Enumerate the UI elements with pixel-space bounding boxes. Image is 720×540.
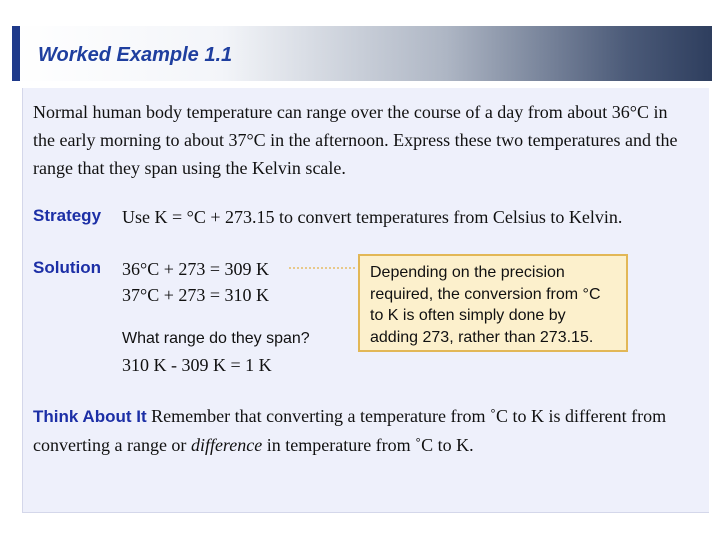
think-text-after: in temperature from ˚C to K.	[262, 435, 474, 455]
strategy-text: Use K = °C + 273.15 to convert temperatures from Celsius to Kelvin.	[122, 207, 623, 227]
solution-line-2: 37°C + 273 = 310 K	[122, 285, 270, 305]
solution-line-1: 36°C + 273 = 309 K	[122, 259, 270, 279]
callout-leader-line	[289, 267, 355, 269]
think-text-before: Remember that converting a temperature from ˚C to K is different from converting a range or	[33, 406, 667, 455]
solution-label: Solution	[33, 258, 101, 277]
solution-question: What range do they span?	[122, 330, 310, 347]
strategy-label: Strategy	[33, 206, 102, 225]
think-label: Think About It	[33, 407, 147, 426]
think-about-it	[33, 402, 698, 459]
header-accent-bar	[12, 26, 20, 81]
think-emphasis: difference	[190, 435, 263, 455]
callout-note: Depending on the precision required, the conversion from °C to K is often simply done by adding 273, rather than 273.15.	[358, 254, 628, 352]
solution-line-3: 310 K - 309 K = 1 K	[122, 355, 272, 375]
slide-title: Worked Example 1.1	[38, 44, 233, 66]
problem-statement: Normal human body temperature can range over the course of a day from about 36°C in the early morning to about 37°C in the afternoon. Express these two temperatures and the range that they span using the Kelvin scale.	[33, 102, 678, 178]
